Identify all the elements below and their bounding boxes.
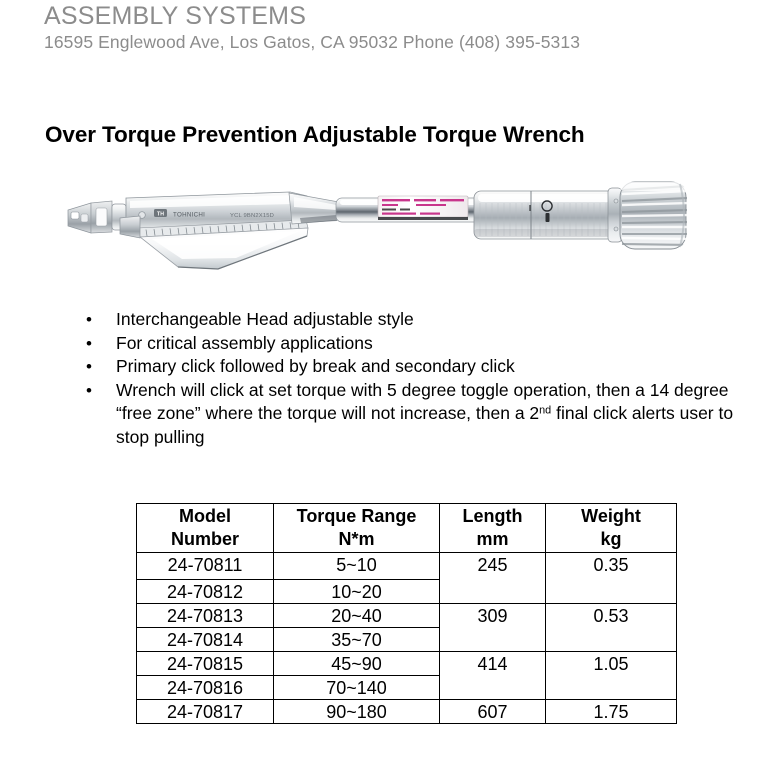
header-line-1: Torque Range [296,506,417,526]
header-line-2: Number [170,529,239,549]
column-header-model [137,504,274,553]
bullet-icon: • [86,310,92,329]
cell-length: 245 [440,553,546,604]
list-item [78,379,768,449]
list-item-text: Interchangeable Head adjustable style [116,309,414,329]
list-item-text: Primary click followed by break and secondary click [116,356,515,377]
column-header-torque-range [274,504,440,553]
cell-model-number: 24-70811 [137,553,274,580]
cell-length: 309 [440,604,546,652]
svg-text:TH: TH [157,211,164,218]
table-row [137,652,677,676]
header-line-1: Weight [581,506,641,526]
cell-weight: 0.53 [546,604,677,652]
ordinal-suffix: nd [539,404,552,417]
list-item [78,308,768,331]
cell-weight: 1.05 [546,652,677,700]
adjustment-knob [608,182,688,249]
table-row [137,700,677,724]
column-header-length [440,504,546,553]
cell-length: 414 [440,652,546,700]
cell-torque-range: 45~90 [274,652,440,676]
shaft-warning-label [378,196,468,220]
table-row [137,553,677,580]
table-row [137,604,677,628]
header-line-1: Model [179,506,231,526]
shaft-taper [289,193,339,224]
cell-weight: 1.75 [546,700,677,724]
svg-text:TOHNICHI: TOHNICHI [173,211,206,219]
list-item [78,355,768,378]
table-body [137,553,677,724]
cell-torque-range: 5~10 [274,553,440,580]
cell-model-number: 24-70814 [137,628,274,652]
cell-model-number: 24-70812 [137,580,274,604]
cell-length: 607 [440,700,546,724]
product-image [60,160,700,275]
cell-model-number: 24-70817 [137,700,274,724]
cell-torque-range: 70~140 [274,676,440,700]
header-line-2: N*m [338,529,375,549]
torque-wrench-illustration [60,160,700,275]
column-header-weight [546,504,677,553]
table-header-row [137,504,677,553]
list-item-text-part2: final click alerts user to stop pulling [116,403,734,447]
company-address: 16595 Englewood Ave, Los Gatos, CA 95032 Phone (408) 395-5313 [44,32,581,52]
page-title: Over Torque Prevention Adjustable Torque Wrench [45,122,585,148]
header-line-2: mm [476,529,509,549]
spec-table [136,503,677,724]
cell-torque-range: 20~40 [274,604,440,628]
list-item [78,332,768,355]
cell-model-number: 24-70813 [137,604,274,628]
cell-torque-range: 35~70 [274,628,440,652]
letterhead [44,2,744,54]
header-line-2: kg [600,529,622,549]
square-drive-tip [68,201,126,233]
header-line-1: Length [462,506,523,526]
feature-list [78,308,768,449]
list-item-text-part1: Wrench will click at set torque with 5 degree toggle operation, then a 14 degree “free zone” where the torque will not increase, then a 2 [116,380,729,424]
bullet-icon: • [86,381,92,401]
cell-model-number: 24-70815 [137,652,274,676]
bullet-icon: • [86,333,92,353]
company-name: ASSEMBLY SYSTEMS [44,2,307,30]
bullet-icon: • [86,357,92,377]
specification-table [136,503,677,724]
cell-torque-range: 10~20 [274,580,440,604]
cell-weight: 0.35 [546,553,677,604]
cell-torque-range: 90~180 [274,700,440,724]
list-item-text: For critical assembly applications [116,332,373,353]
cell-model-number: 24-70816 [137,676,274,700]
svg-text:YCL 9BN2X15D: YCL 9BN2X15D [230,212,275,219]
